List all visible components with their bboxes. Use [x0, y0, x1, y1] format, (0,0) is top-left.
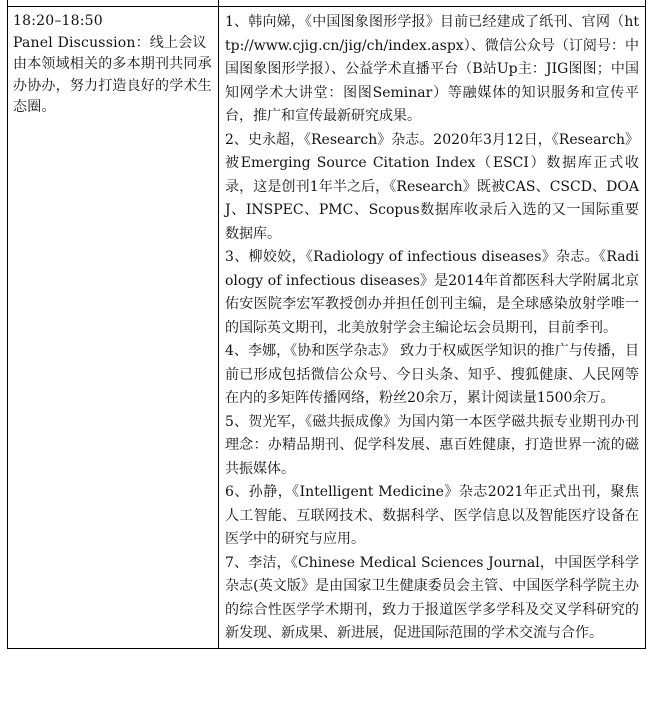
schedule-table: [7, 0, 646, 649]
session-time-cell: [8, 7, 219, 649]
session-content-cell: [219, 7, 646, 649]
speaker-entry-5: 5、贺光军，《磁共振成像》为国内第一本医学磁共振专业期刊办刊理念：办精品期刊、促学科发展、惠百姓健康，打造世界一流的磁共振媒体。: [225, 413, 639, 477]
speaker-entry-1: 1、韩向娣，《中国图象图形学报》目前已经建成了纸刊、官网（http://www.cjig.cn/jig/ch/index.aspx）、微信公众号（订阅号：中国图象图形学报）、公益学术直播平台（B站Up主：JIG图图；中国知网学术大讲堂：图图Seminar）等融媒体的知识服务和宣传平台，推广和宣传最新研究成果。: [225, 14, 639, 124]
speaker-entry-6: 6、孙静，《Intelligent Medicine》杂志2021年正式出刊，聚焦人工智能、互联网技术、数据科学、医学信息以及智能医疗设备在医学中的研究与应用。: [225, 484, 639, 547]
speaker-entry-2: 2、史永超，《Research》杂志。2020年3月12日，《Research》被Emerging Source Citation Index（ESCI）数据库正式收录，这是创刊1年半之后，《Research》既被CAS、CSCD、DOAJ、INSPEC、PMC、Scopus数据库收录后入选的又一国际重要数据库。: [225, 131, 639, 242]
session-topic: Panel Discussion：线上会议由本领域相关的多本期刊共同承办协办，努力打造良好的学术生态圈。: [13, 34, 212, 115]
session-row: [8, 7, 646, 649]
speaker-list: [219, 7, 645, 648]
session-time: 18:20–18:50: [13, 13, 103, 29]
speaker-entry-4: 4、李娜，《协和医学杂志》 致力于权威医学知识的推广与传播，目前已形成包括微信公众号、今日头条、知乎、搜狐健康、人民网等在内的多矩阵传播网络，粉丝20余万，累计阅读量1500余万。: [225, 343, 639, 406]
speaker-entry-7: 7、李洁，《Chinese Medical Sciences Journal，中国医学科学杂志(英文版》是由国家卫生健康委员会主管、中国医学科学院主办的综合性医学学术期刊，致力于报道医学多学科及交叉学科研究的新发现、新成果、新进展，促进国际范围的学术交流与合作。: [225, 554, 639, 641]
session-info: [8, 7, 218, 119]
speaker-entry-3: 3、柳姣姣，《Radiology of infectious diseases》杂志。《Radiology of infectious diseases》是2014年首都医科大学附属北京佑安医院李宏军教授创办并担任创刊主编，是全球感染放射学唯一的国际英文期刊，北美放射学会主编论坛会员期刊，目前季刊。: [225, 249, 639, 336]
